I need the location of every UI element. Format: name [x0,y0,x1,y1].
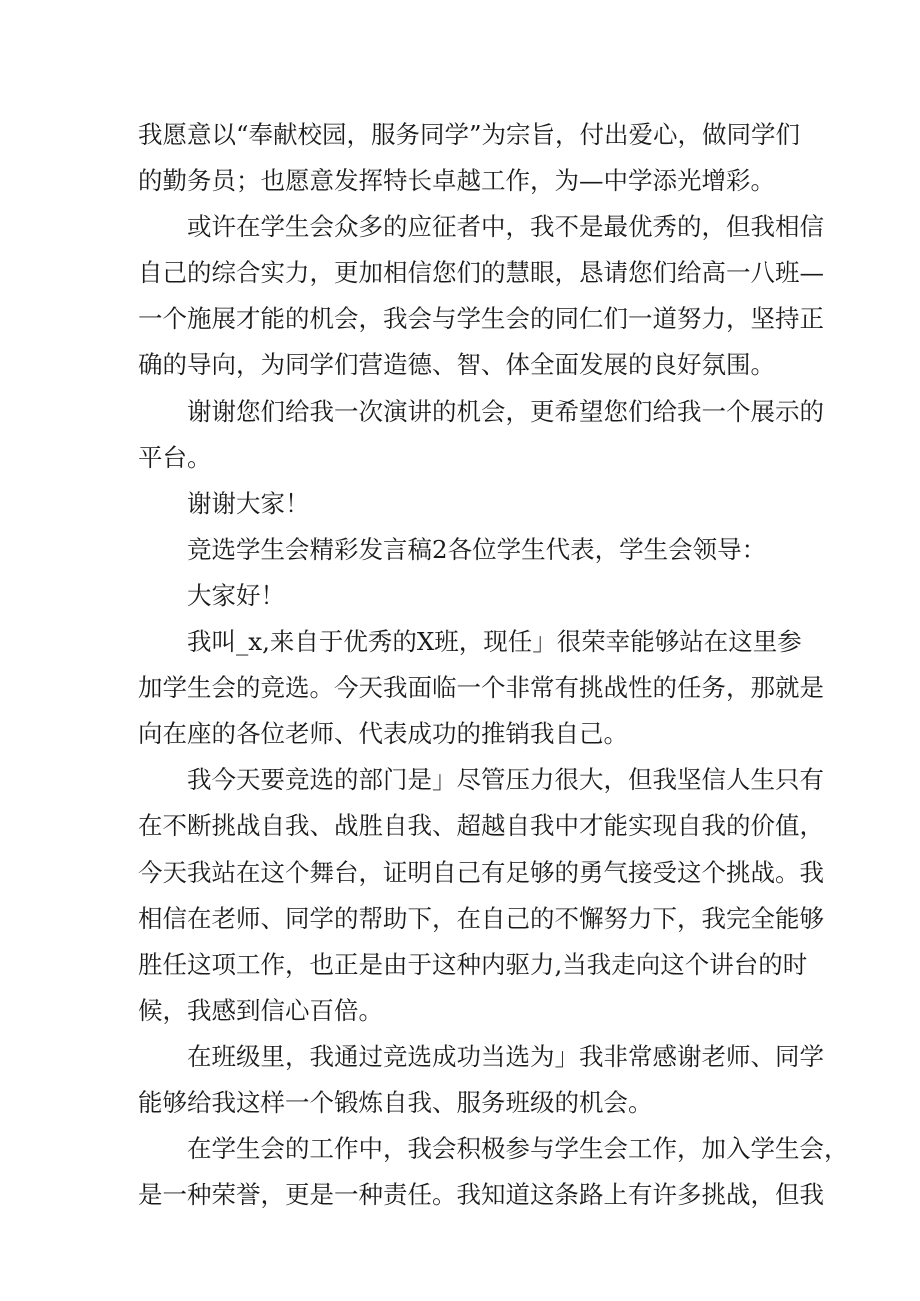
text-line: 大家好！ [187,580,285,610]
text-line: 谢谢您们给我一次演讲的机会，更希望您们给我一个展示的 [187,396,824,426]
text-line: 是一种荣誉，更是一种责任。我知道这条路上有许多挑战，但我 [138,1180,824,1210]
text-line: 相信在老师、同学的帮助下，在自己的不懈努力下，我完全能够 [138,903,824,933]
text-line: 的勤务员；也愿意发挥特长卓越工作，为—中学添光增彩。 [138,166,775,196]
text-line: 我愿意以“奉献校园，服务同学”为宗旨，付出爱心，做同学们 [138,120,801,149]
text-line: 在不断挑战自我、战胜自我、超越自我中才能实现自我的价值， [138,811,824,841]
text-line: 在班级里，我通过竞选成功当选为」我非常感谢老师、同学 [187,1041,824,1071]
text-line: 能够给我这样一个锻炼自我、服务班级的机会。 [138,1087,653,1117]
text-line: 今天我站在这个舞台，证明自己有足够的勇气接受这个挑战。我 [138,857,824,887]
text-line: 谢谢大家！ [187,488,310,518]
text-line: 加学生会的竞选。今天我面临一个非常有挑战性的任务，那就是 [138,673,824,703]
text-line: 向在座的各位老师、代表成功的推销我自己。 [138,719,628,749]
text-line: 自己的综合实力，更加相信您们的慧眼，恳请您们给高一八班— [138,258,824,288]
text-line: 候，我感到信心百倍。 [138,995,383,1025]
text-line: 我今天要竞选的部门是」尽管压力很大，但我坚信人生只有 [187,765,824,795]
text-line: 或许在学生会众多的应征者中，我不是最优秀的，但我相信 [187,212,824,242]
text-line: 胜任这项工作，也正是由于这种内驱力,当我走向这个讲台的时 [138,949,808,979]
text-line: 我叫_x,来自于优秀的X班，现任」很荣幸能够站在这里参 [187,627,802,657]
text-line: 在学生会的工作中，我会积极参与学生会工作，加入学生会， [187,1134,849,1164]
text-line: 平台。 [138,442,212,472]
speech-text-body [138,112,849,1218]
text-line: 确的导向，为同学们营造德、智、体全面发展的良好氛围。 [138,350,775,380]
text-line: 一个施展才能的机会，我会与学生会的同仁们一道努力，坚持正 [138,304,824,334]
text-line: 竞选学生会精彩发言稿2各位学生代表，学生会领导： [187,534,767,564]
